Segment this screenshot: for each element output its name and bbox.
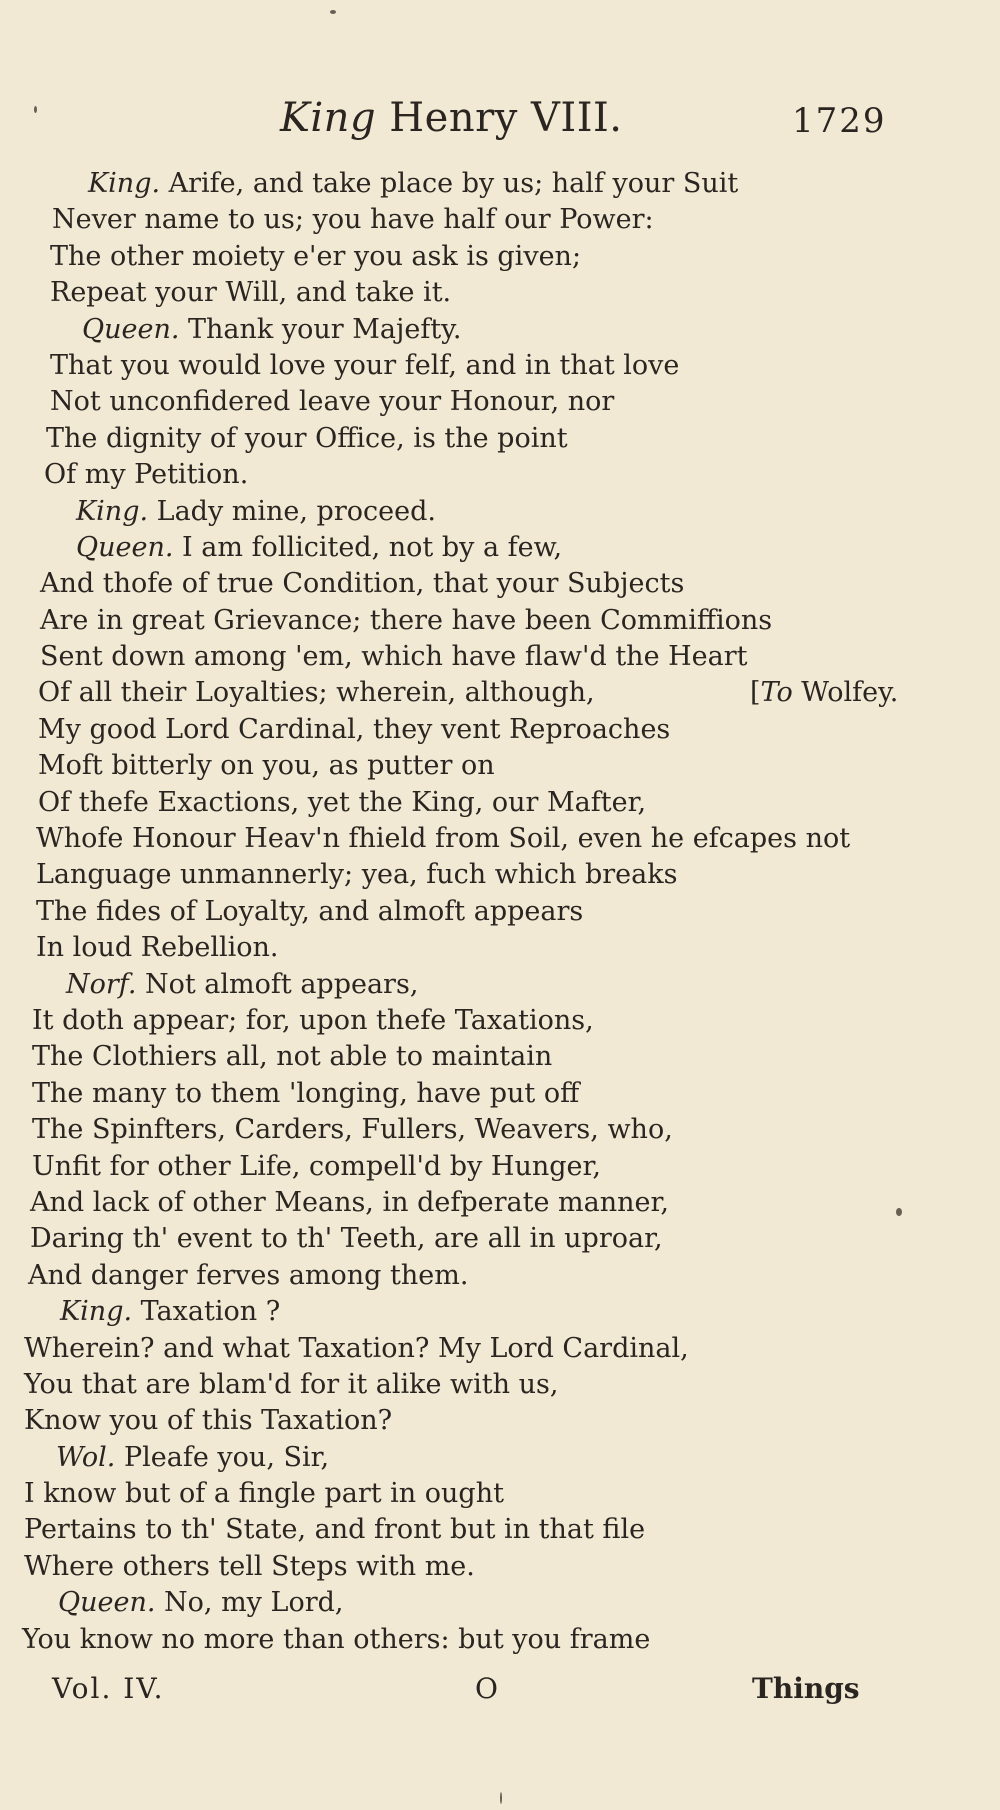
verse-text: Unfit for other Life, compell'd by Hunger, xyxy=(32,1150,602,1182)
speaker-name: King. xyxy=(76,495,149,527)
verse-line xyxy=(0,712,1000,748)
verse-lines xyxy=(0,166,1000,1658)
volume-label: Vol. IV. xyxy=(52,1672,165,1705)
ink-speck xyxy=(896,1208,902,1216)
verse-line xyxy=(0,1622,1000,1658)
running-title-italic: King xyxy=(280,95,377,141)
verse-line xyxy=(0,1294,1000,1330)
verse-text: In loud Rebellion. xyxy=(36,932,279,964)
verse-line xyxy=(0,1549,1000,1585)
verse-line xyxy=(0,1367,1000,1403)
verse-line xyxy=(0,1512,1000,1548)
verse-line xyxy=(0,1221,1000,1257)
verse-text: The Clothiers all, not able to maintain xyxy=(32,1041,553,1073)
verse-line xyxy=(0,1331,1000,1367)
speaker-name: Queen. xyxy=(58,1587,156,1619)
verse-line xyxy=(0,166,1000,202)
verse-text: Daring th' event to th' Teeth, are all in uproar, xyxy=(30,1223,663,1255)
verse-line xyxy=(0,1039,1000,1075)
speaker-name: Queen. xyxy=(76,531,174,563)
verse-line xyxy=(0,603,1000,639)
verse-text: The dignity of your Office, is the point xyxy=(46,422,568,454)
ink-speck xyxy=(330,10,336,14)
verse-text: Wherein? and what Taxation? My Lord Cardinal, xyxy=(24,1332,689,1364)
speaker-name: Queen. xyxy=(82,313,180,345)
verse-line xyxy=(0,1258,1000,1294)
verse-text: Not unconfidered leave your Honour, nor xyxy=(50,386,615,418)
verse-line xyxy=(0,1403,1000,1439)
stage-direction xyxy=(750,675,898,711)
verse-text: You know no more than others: but you frame xyxy=(22,1623,651,1655)
verse-text: Thank your Majefty. xyxy=(179,313,462,345)
verse-text: You that are blam'd for it alike with us, xyxy=(24,1368,559,1400)
verse-text: That you would love your felf, and in that love xyxy=(50,349,680,381)
verse-text: My good Lord Cardinal, they vent Reproaches xyxy=(38,713,671,745)
verse-text: Of all their Loyalties; wherein, although, xyxy=(38,677,595,709)
verse-line xyxy=(0,1112,1000,1148)
verse-text: Sent down among 'em, which have flaw'd the Heart xyxy=(40,641,748,673)
verse-text: I am follicited, not by a few, xyxy=(173,531,563,563)
speaker-name: Norf. xyxy=(66,968,137,1000)
verse-line xyxy=(0,494,1000,530)
verse-line xyxy=(0,894,1000,930)
signature-mark: O xyxy=(475,1672,498,1705)
stage-direction-bracket: [ xyxy=(750,677,761,709)
verse-line xyxy=(0,275,1000,311)
verse-text: Of my Petition. xyxy=(44,459,249,491)
running-title xyxy=(280,95,623,141)
verse-line xyxy=(0,530,1000,566)
verse-line xyxy=(0,639,1000,675)
verse-text: Where others tell Steps with me. xyxy=(24,1550,475,1582)
verse-line xyxy=(0,1585,1000,1621)
verse-line xyxy=(0,566,1000,602)
verse-text: The many to them 'longing, have put off xyxy=(32,1077,580,1109)
verse-text: The fides of Loyalty, and almoft appears xyxy=(36,895,584,927)
verse-line xyxy=(0,967,1000,1003)
ink-speck xyxy=(500,1792,502,1804)
verse-text: Lady mine, proceed. xyxy=(148,495,436,527)
verse-text: The other moiety e'er you ask is given; xyxy=(50,240,582,272)
verse-line xyxy=(0,1476,1000,1512)
stage-direction-italic: To xyxy=(760,677,793,709)
verse-line xyxy=(0,457,1000,493)
verse-line xyxy=(0,1440,1000,1476)
verse-text: And thofe of true Condition, that your Subjects xyxy=(40,568,685,600)
speaker-name: King. xyxy=(60,1296,133,1328)
running-title-rest: Henry VIII. xyxy=(376,95,623,141)
verse-line xyxy=(0,1185,1000,1221)
stage-direction-rest: Wolfey. xyxy=(792,677,899,709)
page-header xyxy=(0,95,1000,155)
verse-text: And danger ferves among them. xyxy=(28,1259,469,1291)
verse-line xyxy=(0,1149,1000,1185)
page-footer xyxy=(0,1672,1000,1716)
verse-text: Are in great Grievance; there have been Commiffions xyxy=(40,604,773,636)
verse-text: Whofe Honour Heav'n fhield from Soil, even he efcapes not xyxy=(36,823,851,855)
verse-text: Know you of this Taxation? xyxy=(24,1405,393,1437)
verse-line xyxy=(0,384,1000,420)
verse-text: Language unmannerly; yea, fuch which breaks xyxy=(36,859,678,891)
verse-line xyxy=(0,312,1000,348)
verse-text: It doth appear; for, upon thefe Taxations, xyxy=(32,1004,594,1036)
verse-line xyxy=(0,857,1000,893)
verse-text: I know but of a fingle part in ought xyxy=(24,1478,504,1510)
verse-text: Never name to us; you have half our Power: xyxy=(52,204,654,236)
verse-line xyxy=(0,785,1000,821)
verse-line xyxy=(0,1003,1000,1039)
verse-line xyxy=(0,748,1000,784)
verse-line xyxy=(0,239,1000,275)
page-number: 1729 xyxy=(792,101,887,141)
verse-text: Pleafe you, Sir, xyxy=(115,1441,330,1473)
ink-speck xyxy=(34,106,37,113)
verse-text: Of thefe Exactions, yet the King, our Mafter, xyxy=(38,786,647,818)
catchword: Things xyxy=(752,1672,860,1705)
verse-text: Pertains to th' State, and front but in that file xyxy=(24,1514,646,1546)
speaker-name: Wol. xyxy=(56,1441,116,1473)
verse-line xyxy=(0,202,1000,238)
verse-text: Repeat your Will, and take it. xyxy=(50,277,452,309)
verse-line xyxy=(0,930,1000,966)
verse-text: Taxation ? xyxy=(132,1296,281,1328)
verse-text: Moft bitterly on you, as putter on xyxy=(38,750,495,782)
verse-line xyxy=(0,421,1000,457)
verse-line xyxy=(0,348,1000,384)
speaker-name: King. xyxy=(88,168,161,199)
verse-text: Not almoft appears, xyxy=(136,968,419,1000)
verse-text: And lack of other Means, in defperate manner, xyxy=(30,1186,669,1218)
verse-text: The Spinfters, Carders, Fullers, Weavers, who, xyxy=(32,1114,673,1146)
verse-text: No, my Lord, xyxy=(155,1587,344,1619)
verse-line xyxy=(0,1076,1000,1112)
verse-line xyxy=(0,675,1000,711)
verse-line xyxy=(0,821,1000,857)
verse-text: Arife, and take place by us; half your Suit xyxy=(160,168,739,199)
